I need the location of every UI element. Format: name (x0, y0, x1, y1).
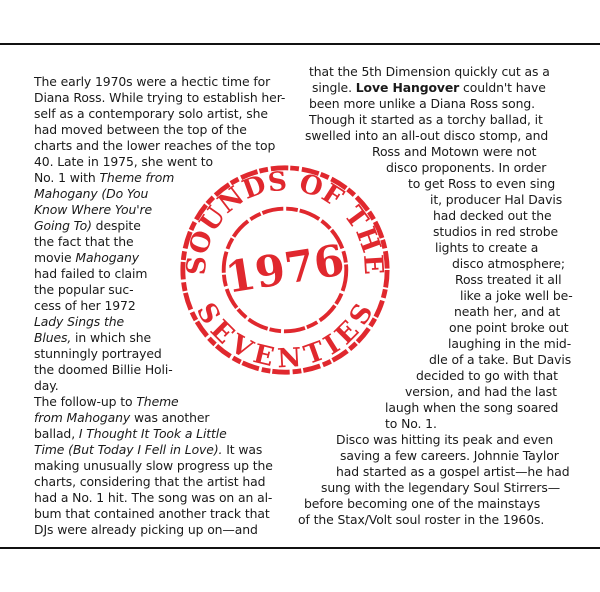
text-run: bum that contained another track that (34, 506, 270, 521)
text-run: charts and the lower reaches of the top (34, 138, 276, 153)
left-column-line (34, 362, 173, 378)
text-run: DJs were already picking up on—and (34, 522, 258, 537)
right-column-line (309, 96, 535, 112)
text-run: was another (130, 410, 210, 425)
text-run: Mahogany (75, 250, 139, 265)
left-column-line (34, 202, 152, 218)
text-run: Time (But Today I Fell in Love). (34, 442, 223, 457)
text-run: that the 5th Dimension quickly cut as a (309, 64, 550, 79)
right-column-line (449, 320, 569, 336)
text-run: version, and had the last (405, 384, 557, 399)
text-run: couldn't have (459, 80, 546, 95)
text-run: like a joke well be- (460, 288, 573, 303)
left-column-line (34, 122, 247, 138)
left-column-line (34, 410, 209, 426)
left-column-line (34, 474, 265, 490)
left-column-line (34, 426, 227, 442)
text-run: Though it started as a torchy ballad, it (309, 112, 543, 127)
text-run: sung with the legendary Soul Stirrers— (321, 480, 561, 495)
text-run: from Mahogany (34, 410, 131, 425)
text-run: had failed to claim (34, 266, 148, 281)
text-run: Theme from (99, 170, 175, 185)
text-run: Love Hangover (355, 80, 460, 95)
text-run: 40. Late in 1975, she went to (34, 154, 214, 169)
text-run: had moved between the top of the (34, 122, 247, 137)
bottom-border-rule (0, 547, 600, 549)
text-run: I Thought It Took a Little (78, 426, 227, 441)
right-column-line (433, 208, 551, 224)
text-run: the popular suc- (34, 282, 134, 297)
left-column-line (34, 346, 162, 362)
stamp-year: 1976 (222, 235, 348, 304)
left-column-line (34, 138, 275, 154)
text-run: No. 1 with (34, 170, 100, 185)
text-run: the fact that the (34, 234, 134, 249)
text-run: ballad, (34, 426, 79, 441)
left-column-line (34, 458, 273, 474)
text-run: movie (34, 250, 76, 265)
right-column-line (408, 176, 555, 192)
text-run: disco proponents. In order (386, 160, 547, 175)
text-run: saving a few careers. Johnnie Taylor (340, 448, 559, 463)
text-run: Disco was hitting its peak and even (336, 432, 554, 447)
left-column-line (34, 506, 270, 522)
right-column-line (430, 192, 562, 208)
text-run: cess of her 1972 (34, 298, 136, 313)
text-run: Ross treated it all (455, 272, 562, 287)
text-run: Know Where You're (34, 202, 153, 217)
right-column-line (429, 352, 571, 368)
text-run: had started as a gospel artist—he had (336, 464, 570, 479)
text-run: Ross and Motown were not (372, 144, 537, 159)
text-run: neath her, and at (454, 304, 561, 319)
right-column-line (321, 480, 560, 496)
left-column-line (34, 442, 262, 458)
left-column-line (34, 90, 285, 106)
right-column-line (336, 464, 570, 480)
text-run: Lady Sings the (34, 314, 124, 329)
text-run: one point broke out (449, 320, 569, 335)
left-column-line (34, 490, 272, 506)
text-run: disco atmosphere; (452, 256, 565, 271)
text-run: Going To) (34, 218, 92, 233)
right-column-line (309, 64, 550, 80)
right-column-line (448, 336, 571, 352)
right-column-line (385, 400, 558, 416)
text-run: swelled into an all-out disco stomp, and (305, 128, 549, 143)
right-column-line (298, 512, 544, 528)
text-run: The early 1970s were a hectic time for (34, 74, 271, 89)
right-column-line (304, 496, 540, 512)
stamp-top-text: SOUNDS OF THE (180, 165, 390, 276)
text-run: lights to create a (435, 240, 539, 255)
text-run: studios in red strobe (433, 224, 559, 239)
text-run: to No. 1. (385, 416, 437, 431)
left-column-line (34, 378, 59, 394)
text-run: the doomed Billie Holi- (34, 362, 173, 377)
right-column-line (460, 288, 573, 304)
right-column-line (305, 128, 548, 144)
left-column-line (34, 522, 258, 538)
right-column-line (452, 256, 565, 272)
text-run: been more unlike a Diana Ross song. (309, 96, 535, 111)
text-run: charts, considering that the artist had (34, 474, 266, 489)
left-column-line (34, 394, 179, 410)
top-border-rule (0, 43, 600, 45)
right-column-line (309, 112, 543, 128)
text-run: of the Stax/Volt soul roster in the 1960s. (298, 512, 545, 527)
left-column-line (34, 234, 134, 250)
right-column-line (312, 80, 546, 96)
left-column-line (34, 186, 148, 202)
text-run: The follow-up to (34, 394, 137, 409)
text-run: in which she (71, 330, 152, 345)
left-column-line (34, 250, 139, 266)
text-run: before becoming one of the mainstays (304, 496, 541, 511)
text-run: dle of a take. But Davis (429, 352, 572, 367)
left-column-line (34, 298, 136, 314)
text-run: Mahogany (Do You (34, 186, 149, 201)
text-run: it, producer Hal Davis (430, 192, 563, 207)
text-run: Blues, (34, 330, 72, 345)
text-run: day. (34, 378, 59, 393)
text-run: laughing in the mid- (448, 336, 572, 351)
text-run: to get Ross to even sing (408, 176, 556, 191)
right-column-line (336, 432, 553, 448)
left-column-line (34, 330, 151, 346)
left-column-line (34, 106, 268, 122)
right-column-line (435, 240, 538, 256)
right-column-line (433, 224, 558, 240)
text-run: Diana Ross. While trying to establish her- (34, 90, 286, 105)
right-column-line (385, 416, 437, 432)
left-column-line (34, 314, 124, 330)
right-column-line (455, 272, 561, 288)
text-run: making unusually slow progress up the (34, 458, 273, 473)
right-column-line (340, 448, 559, 464)
text-run: It was (222, 442, 263, 457)
text-run: single. (312, 80, 356, 95)
right-column-line (405, 384, 557, 400)
right-column-line (416, 368, 558, 384)
left-column-line (34, 218, 141, 234)
text-run: had a No. 1 hit. The song was on an al- (34, 490, 273, 505)
text-run: laugh when the song soared (385, 400, 559, 415)
sounds-of-the-seventies-stamp (178, 163, 392, 377)
right-column-line (372, 144, 536, 160)
right-column-line (386, 160, 546, 176)
right-column-line (454, 304, 560, 320)
text-run: despite (91, 218, 141, 233)
left-column-line (34, 170, 174, 186)
left-column-line (34, 282, 134, 298)
left-column-line (34, 74, 270, 90)
stamp-bottom-text: SEVENTIES (189, 297, 381, 375)
text-run: Theme (136, 394, 179, 409)
left-column-line (34, 266, 147, 282)
text-run: self as a contemporary solo artist, she (34, 106, 268, 121)
text-run: stunningly portrayed (34, 346, 162, 361)
text-run: had decked out the (433, 208, 552, 223)
text-run: decided to go with that (416, 368, 558, 383)
